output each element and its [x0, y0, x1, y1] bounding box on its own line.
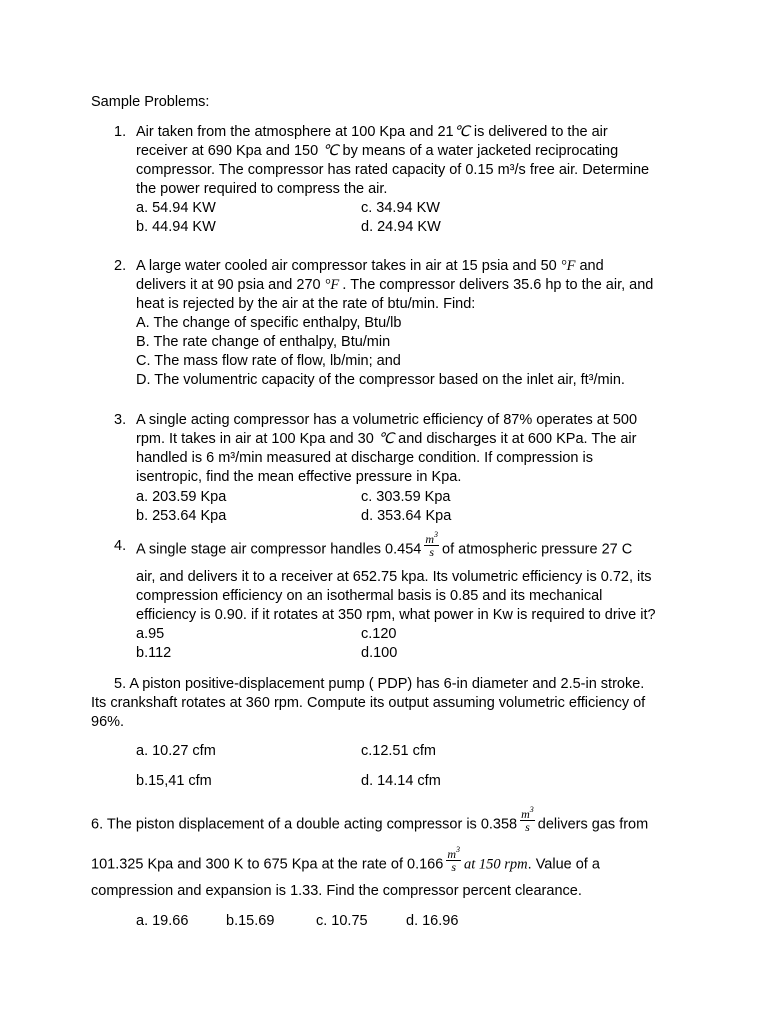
- text: A single stage air compressor handles 0.454: [136, 541, 422, 558]
- text: of atmospheric pressure 27 C: [442, 541, 633, 558]
- problem-3-line-2: [136, 430, 636, 449]
- problem-4-choice-a: a.95: [136, 626, 165, 642]
- text: and discharges it at 600 KPa. The air: [394, 431, 637, 447]
- text: 6. The piston displacement of a double acting compressor is 0.358: [91, 816, 518, 833]
- problem-5-line-3: 96%.: [91, 714, 125, 730]
- text: rpm. It takes in air at 100 Kpa and 30: [136, 431, 378, 447]
- problem-6-choice-a: a. 19.66: [136, 913, 189, 929]
- problem-6-line-1: [91, 805, 649, 837]
- problem-6-line-3: compression and expansion is 1.33. Find the compressor percent clearance.: [91, 883, 582, 899]
- problem-2-line-1: [136, 257, 604, 276]
- fraction-denominator: s: [451, 860, 456, 874]
- problem-5-choice-c: c.12.51 cfm: [361, 743, 436, 759]
- problem-3-choice-d: d. 353.64 Kpa: [361, 508, 452, 524]
- fraction-numerator: m: [425, 532, 435, 546]
- problem-3-line-1: A single acting compressor has a volumetric efficiency of 87% operates at 500: [136, 412, 638, 428]
- problem-3-choice-a: a. 203.59 Kpa: [136, 489, 227, 505]
- fraction-denominator: s: [429, 545, 435, 559]
- fraction-m3-per-s: [520, 805, 535, 834]
- text: receiver at 690 Kpa and 150: [136, 143, 323, 159]
- problem-2-item-c: C. The mass flow rate of flow, lb/min; and: [136, 353, 401, 369]
- text: . Value of a: [527, 856, 600, 873]
- problem-6-choice-c: c. 10.75: [316, 913, 368, 929]
- problem-2-number: 2.: [114, 258, 127, 274]
- problem-4-choice-b: b.112: [136, 645, 172, 661]
- problem-4-line-2: air, and delivers it to a receiver at 652.75 kpa. Its volumetric efficiency is 0.72, its: [136, 569, 652, 585]
- fraction-m3-per-s: [446, 845, 461, 874]
- problem-1-number: 1.: [114, 124, 127, 140]
- text: delivers it at 90 psia and 270: [136, 277, 325, 293]
- problem-3-line-4: isentropic, find the mean effective pressure in Kpa.: [136, 469, 462, 485]
- problem-2-item-a: A. The change of specific enthalpy, Btu/lb: [136, 315, 402, 331]
- problem-4-number: 4.: [114, 538, 127, 554]
- problem-1-choice-d: d. 24.94 KW: [361, 219, 441, 235]
- fraction-m3-per-s: [424, 530, 439, 559]
- fraction-numerator: m: [521, 807, 530, 821]
- problem-4-choice-d: d.100: [361, 645, 398, 661]
- problem-4-line-1: [136, 530, 633, 562]
- problem-5-choice-d: d. 14.14 cfm: [361, 773, 441, 789]
- degree-fahrenheit: °F .: [324, 277, 347, 293]
- problem-1-line-2: [136, 142, 618, 161]
- fraction-exponent: 3: [455, 845, 460, 854]
- problem-6-choice-d: d. 16.96: [406, 913, 459, 929]
- text: delivers gas from: [537, 816, 649, 833]
- text: 101.325 Kpa and 300 K to 675 Kpa at the rate of 0.166: [91, 856, 444, 873]
- problem-1-choice-b: b. 44.94 KW: [136, 219, 216, 235]
- problem-3-number: 3.: [114, 412, 127, 428]
- problem-5-choice-b: b.15,41 cfm: [136, 773, 212, 789]
- problem-3-line-3: handled is 6 m³/min measured at discharge condition. If compression is: [136, 450, 593, 466]
- heading: Sample Problems:: [91, 94, 210, 110]
- problem-3-choice-b: b. 253.64 Kpa: [136, 508, 227, 524]
- problem-5-choice-a: a. 10.27 cfm: [136, 743, 216, 759]
- text: and: [575, 258, 604, 274]
- problem-5-line-1: 5. A piston positive-displacement pump ( PDP) has 6-in diameter and 2.5-in stroke.: [114, 676, 645, 692]
- rate-text: at 150 rpm: [463, 856, 528, 873]
- degree-fahrenheit: °F: [560, 258, 576, 274]
- text: A large water cooled air compressor takes in air at 15 psia and 50: [136, 258, 561, 274]
- problem-2-item-b: B. The rate change of enthalpy, Btu/min: [136, 334, 391, 350]
- problem-6-line-2: [91, 845, 600, 877]
- problem-2-item-d: D. The volumentric capacity of the compressor based on the inlet air, ft³/min.: [136, 372, 625, 388]
- text: by means of a water jacketed reciprocating: [338, 143, 619, 159]
- fraction-exponent: 3: [529, 805, 534, 814]
- problem-4-line-3: compression efficiency on an isothermal basis is 0.85 and its mechanical: [136, 588, 603, 604]
- problem-1-choice-a: a. 54.94 KW: [136, 200, 216, 216]
- problem-1-line-3: compressor. The compressor has rated capacity of 0.15 m³/s free air. Determine: [136, 162, 650, 178]
- degree-celsius: ℃: [322, 143, 339, 159]
- degree-celsius: ℃: [453, 124, 470, 140]
- problem-1-line-4: the power required to compress the air.: [136, 181, 388, 197]
- fraction-denominator: s: [525, 820, 530, 834]
- problem-2-line-3: heat is rejected by the air at the rate of btu/min. Find:: [136, 296, 476, 312]
- text: is delivered to the air: [469, 124, 608, 140]
- problem-2-line-2: [136, 276, 653, 295]
- degree-celsius: ℃: [377, 431, 395, 447]
- problem-3-choice-c: c. 303.59 Kpa: [361, 489, 451, 505]
- problem-6-choice-b: b.15.69: [226, 913, 275, 929]
- text: Air taken from the atmosphere at 100 Kpa and 21: [136, 124, 454, 140]
- fraction-exponent: 3: [434, 530, 439, 539]
- problem-5-line-2: Its crankshaft rotates at 360 rpm. Compute its output assuming volumetric efficiency of: [91, 695, 646, 711]
- text: The compressor delivers 35.6 hp to the air, and: [346, 277, 654, 293]
- problem-4-line-4: efficiency is 0.90. if it rotates at 350 rpm, what power in Kw is required to drive it?: [136, 607, 656, 623]
- problem-1-line-1: [136, 123, 608, 142]
- problem-4-choice-c: c.120: [361, 626, 397, 642]
- problem-1-choice-c: c. 34.94 KW: [361, 200, 440, 216]
- fraction-numerator: m: [447, 847, 456, 861]
